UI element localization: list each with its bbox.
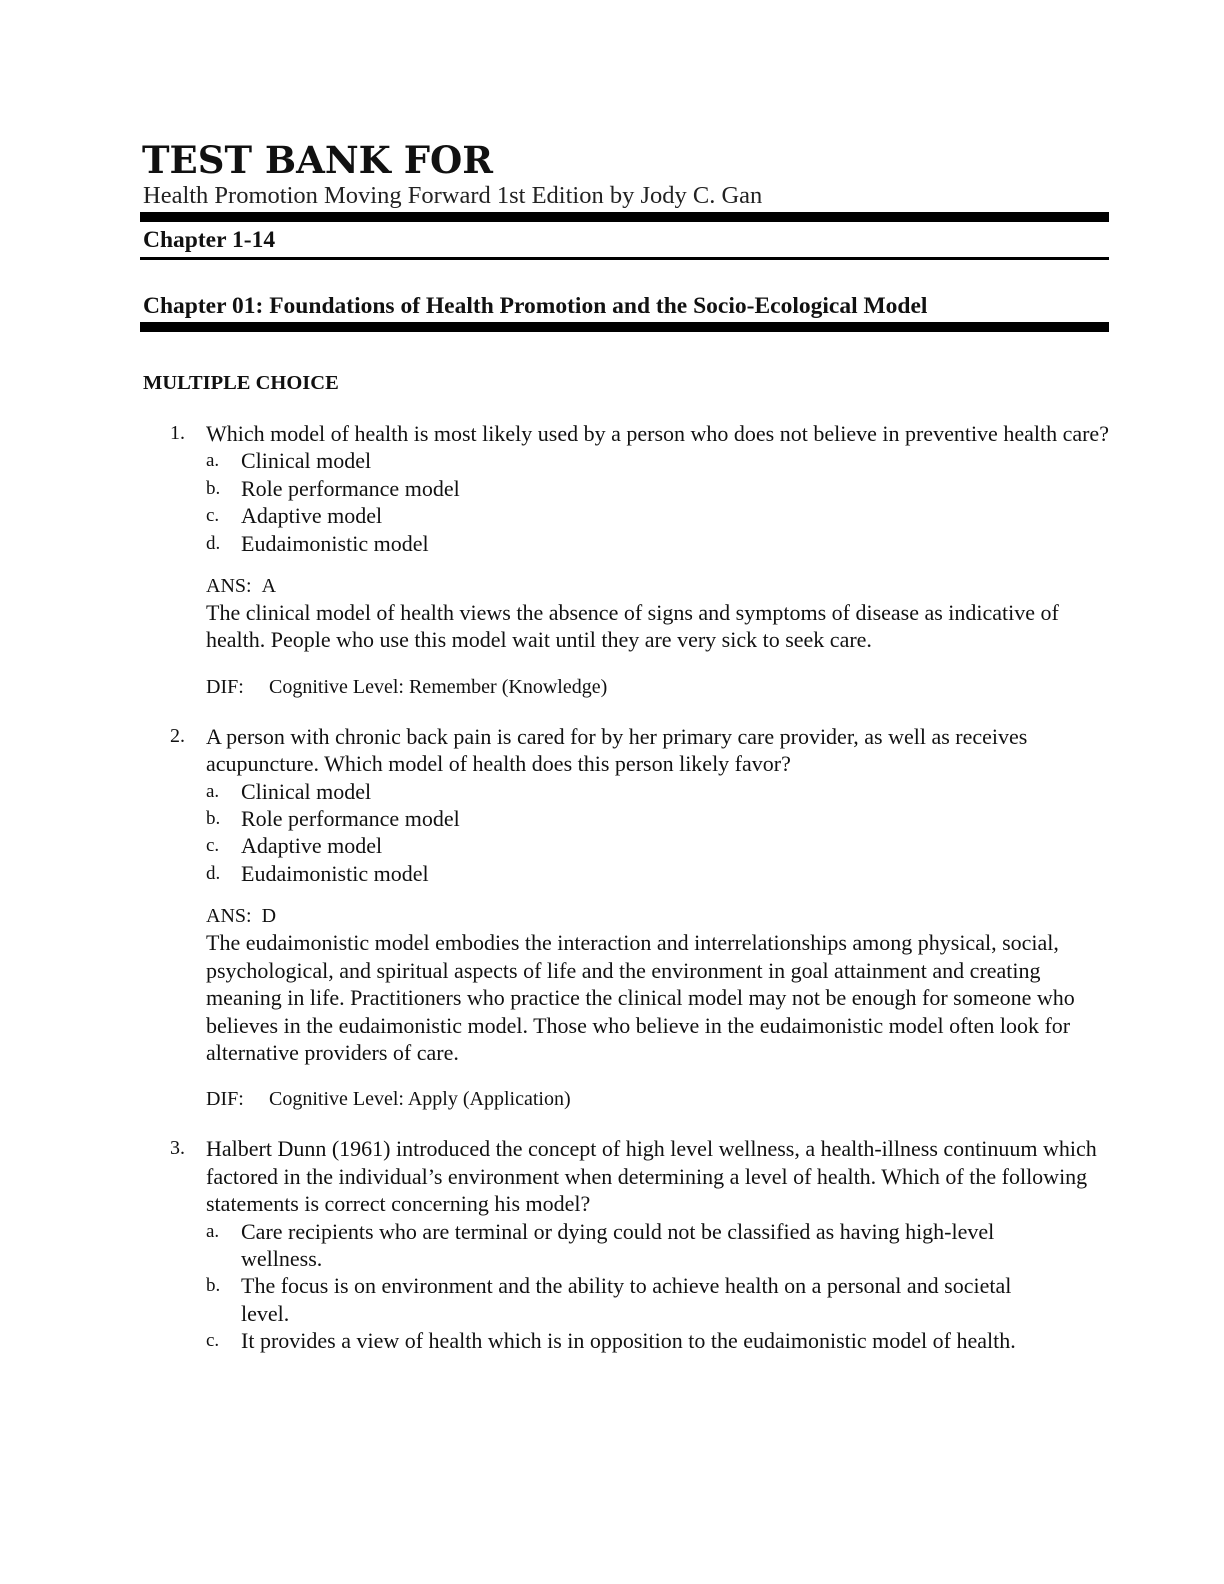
book-subtitle: Health Promotion Moving Forward 1st Edition by Jody C. Gan: [143, 182, 763, 209]
answer-value: D: [261, 905, 277, 928]
answer-rationale: The clinical model of health views the absence of signs and symptoms of disease as indicative of health. People who use this model wait until they are very sick to seek care.: [206, 600, 1059, 653]
question-item: [160, 723, 1110, 1112]
section-label: MULTIPLE CHOICE: [143, 372, 339, 394]
choice-letter: c.: [206, 505, 220, 527]
answer-rationale: The eudaimonistic model embodies the interaction and interrelationships among physical, social, psychological, and spiritual aspects of life and the environment in goal attainment and creating meaning in life. Practitioners who practice the clinical model may not be enough for someone who believes in the eudaimonistic model. Those who believe in the eudaimonistic model often look for alternative providers of care.: [206, 930, 1075, 1065]
choice-letter: d.: [206, 532, 221, 554]
answer-value: A: [261, 575, 277, 598]
choice-text: Clinical model: [241, 778, 372, 804]
choice-item: [206, 832, 1110, 859]
header-rule-thick: [140, 212, 1109, 222]
choice-item: [206, 778, 1110, 805]
chapter-heading: Chapter 01: Foundations of Health Promotion and the Socio-Ecological Model: [143, 293, 928, 319]
question-stem: Which model of health is most likely used by a person who does not believe in preventive health care?: [206, 421, 1109, 446]
answer-label: ANS:: [206, 575, 252, 598]
choice-list: [206, 447, 1110, 557]
answer-line: [206, 903, 1110, 929]
question-list: [160, 420, 1110, 1355]
choice-letter: b.: [206, 808, 221, 830]
choice-text: Eudaimonistic model: [241, 530, 429, 556]
choice-item: [206, 502, 1110, 529]
difficulty-value: Cognitive Level: Apply (Application): [269, 1088, 571, 1111]
difficulty-label: DIF:: [206, 675, 244, 698]
difficulty-label: DIF:: [206, 1088, 244, 1111]
header-rule-thin: [140, 257, 1109, 260]
choice-text: Adaptive model: [241, 833, 383, 859]
choice-letter: a.: [206, 780, 220, 802]
choice-letter: b.: [206, 1275, 221, 1297]
choice-letter: a.: [206, 450, 220, 472]
choice-text: It provides a view of health which is in opposition to the eudaimonistic model of health.: [241, 1328, 1016, 1354]
choice-text: Clinical model: [241, 448, 372, 474]
choice-text: Role performance model: [241, 806, 460, 832]
difficulty-line: [206, 1086, 1110, 1112]
answer-line: [206, 573, 1110, 599]
difficulty-line: [206, 674, 1110, 700]
question-item: [160, 420, 1110, 700]
choice-item: [206, 1218, 1031, 1273]
choice-letter: c.: [206, 835, 220, 857]
choice-letter: d.: [206, 862, 221, 884]
question-item: [160, 1135, 1110, 1354]
choice-text: Role performance model: [241, 475, 460, 501]
answer-label: ANS:: [206, 905, 252, 928]
question-number: 2.: [170, 724, 185, 747]
choice-text: Eudaimonistic model: [241, 860, 429, 886]
choice-text: The focus is on environment and the ability to achieve health on a personal and societal level.: [241, 1273, 1012, 1326]
choice-letter: b.: [206, 477, 221, 499]
choice-list: [206, 778, 1110, 888]
choice-text: Adaptive model: [241, 503, 383, 529]
question-number: 1.: [170, 422, 185, 444]
choice-list: [206, 1218, 1110, 1355]
choice-item: [206, 805, 1110, 832]
choice-text: Care recipients who are terminal or dying could not be classified as having high-level wellness.: [241, 1218, 995, 1271]
choice-item: [206, 1327, 1041, 1354]
question-number: 3.: [170, 1137, 185, 1160]
chapter-range: Chapter 1-14: [143, 227, 276, 253]
choice-letter: c.: [206, 1330, 220, 1352]
document-header: [140, 138, 1109, 332]
choice-letter: a.: [206, 1220, 220, 1242]
choice-item: [206, 447, 1110, 474]
question-stem: A person with chronic back pain is cared for by her primary care provider, as well as receives acupuncture. Which model of health does this person likely favor?: [206, 723, 1028, 777]
question-stem: Halbert Dunn (1961) introduced the concept of high level wellness, a health-illness continuum which factored in the individual’s environment when determining a level of health. Which of the following statements is correct concerning his model?: [206, 1136, 1097, 1217]
test-bank-title: TEST BANK FOR: [142, 138, 493, 182]
choice-item: [206, 475, 1110, 502]
choice-item: [206, 1272, 1031, 1327]
chapter-rule-thick: [140, 322, 1109, 332]
difficulty-value: Cognitive Level: Remember (Knowledge): [269, 675, 608, 698]
choice-item: [206, 860, 1110, 887]
choice-item: [206, 530, 1110, 557]
